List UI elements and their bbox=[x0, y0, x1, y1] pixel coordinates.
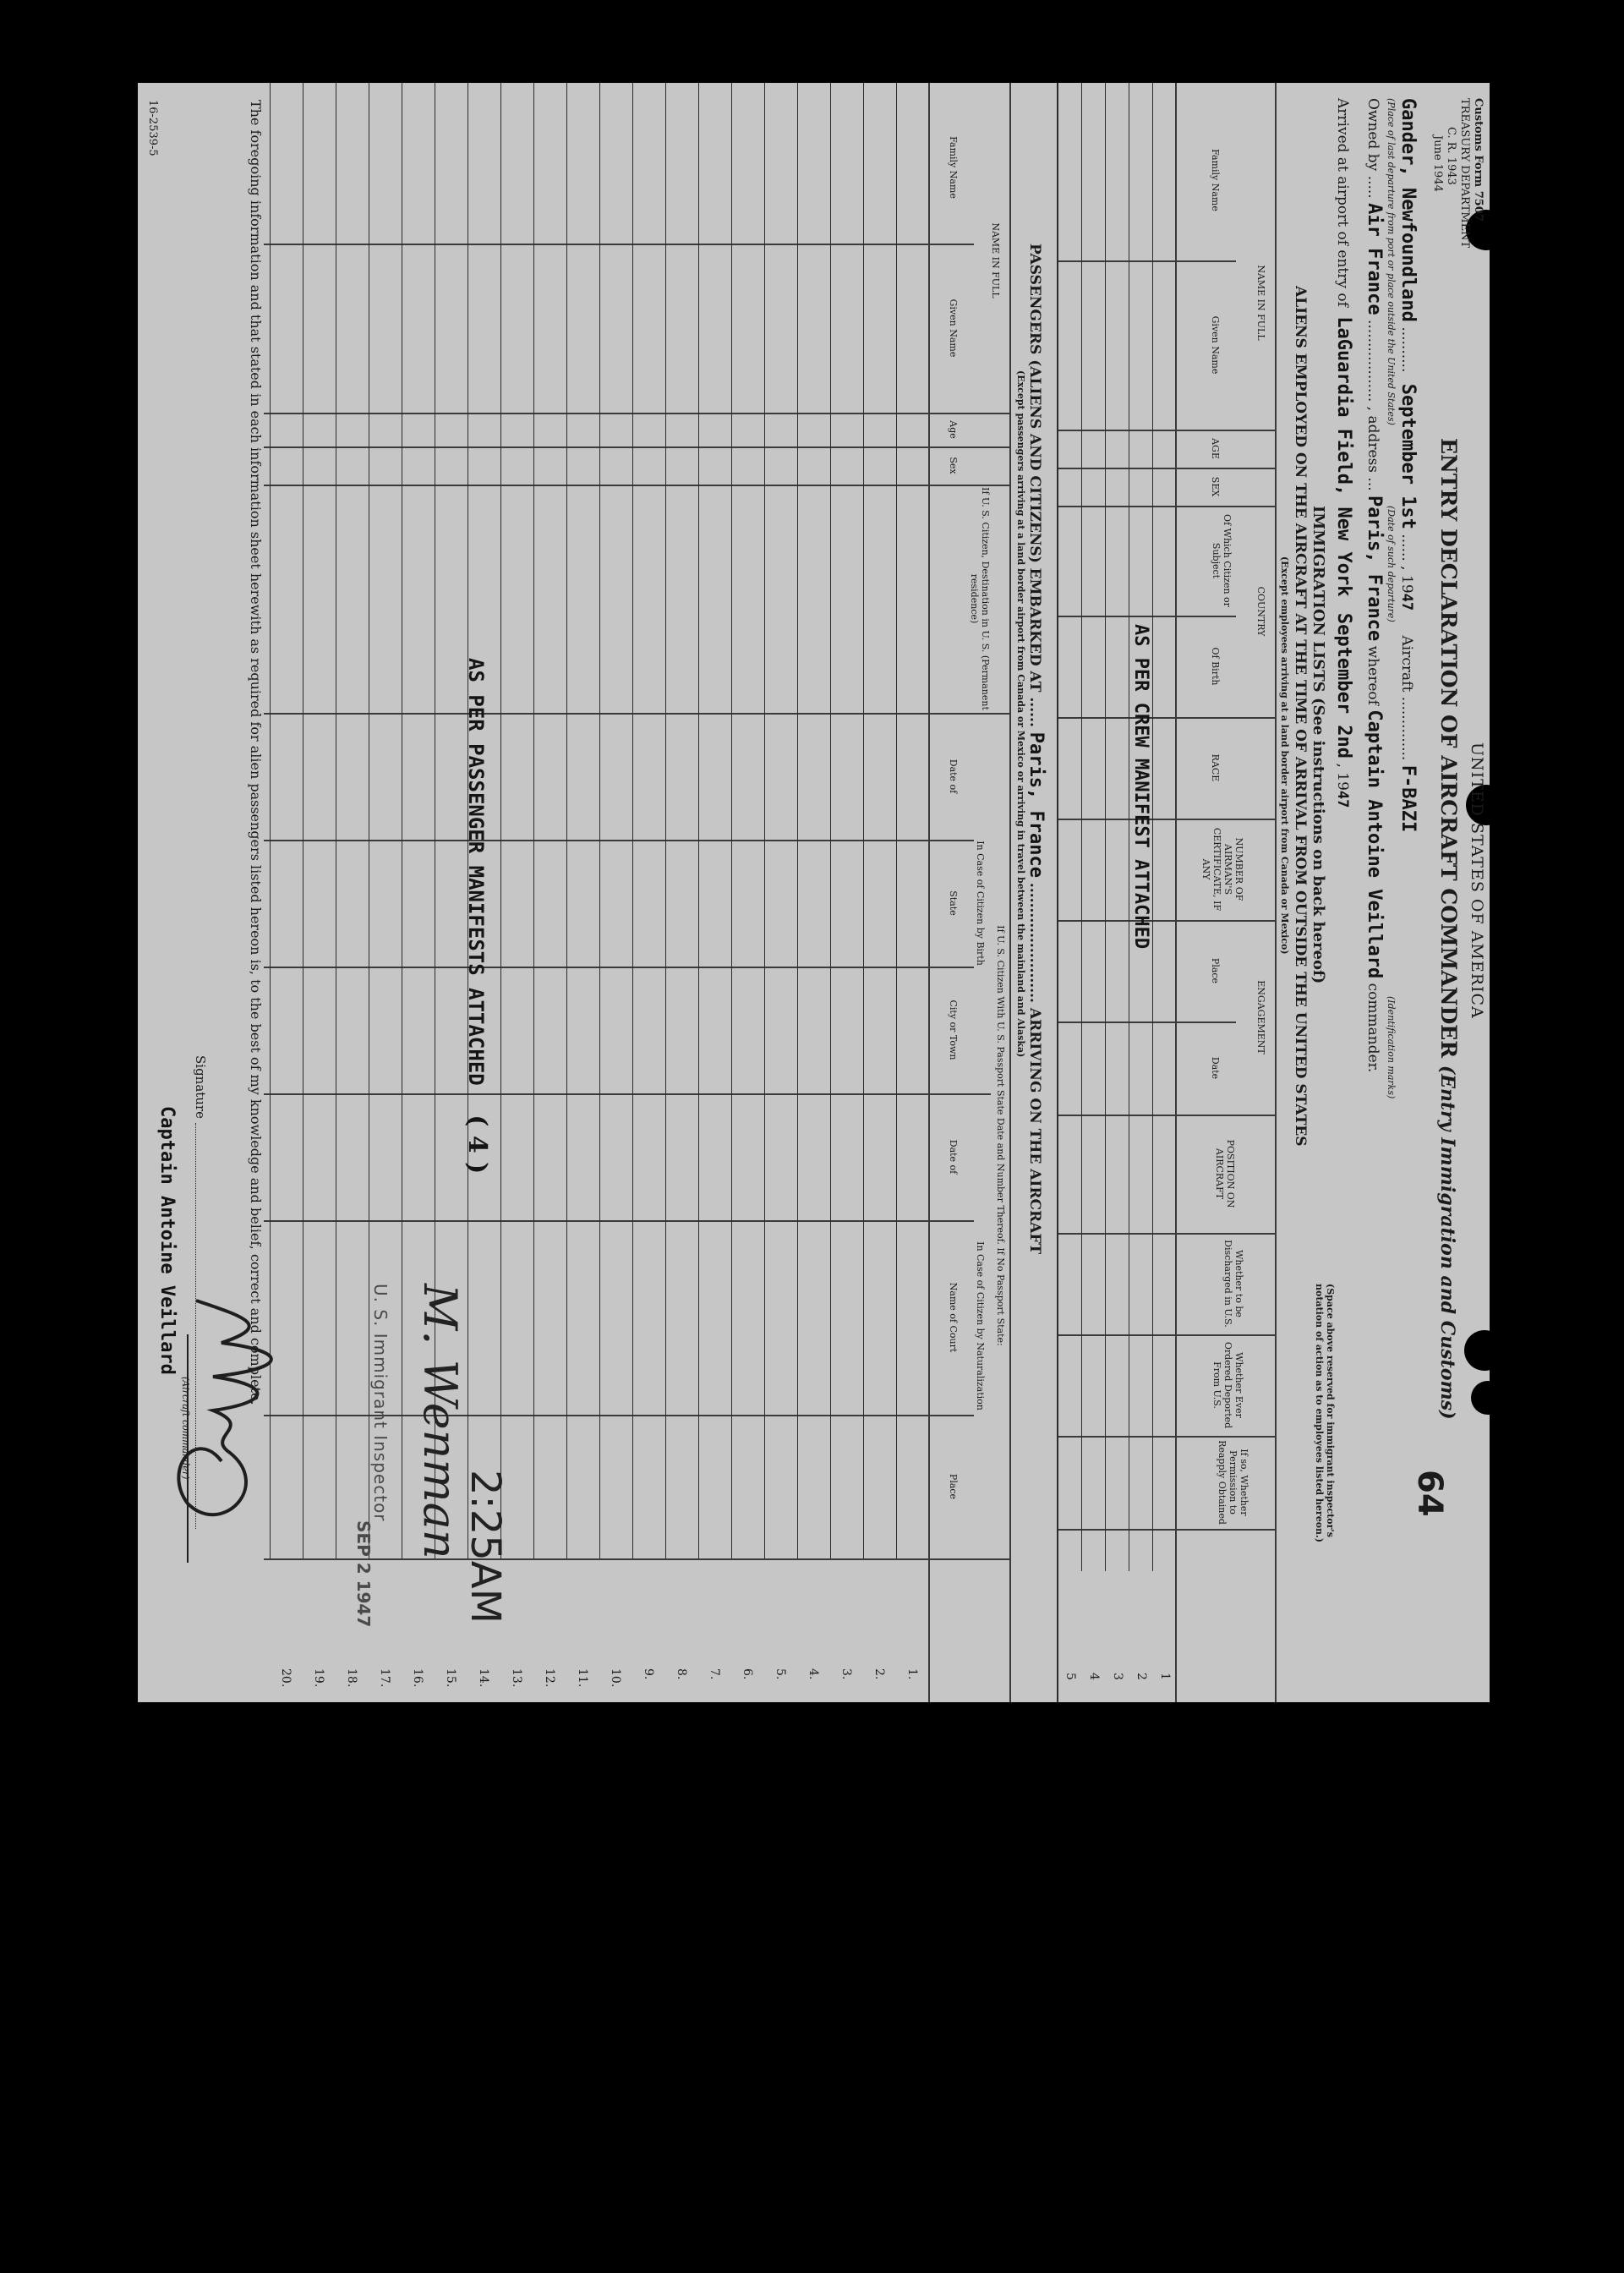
owner-address: Paris, France bbox=[1364, 496, 1385, 642]
col-rule bbox=[264, 244, 974, 245]
passenger-row-number: 14. bbox=[477, 1668, 490, 1688]
passengers-note: (Except passengers arriving at a land border airport from Canada or Mexico or arriving in travel between the mainland and Alaska) bbox=[1015, 370, 1026, 1058]
form-subtitle: (Entry Immigration and Customs) bbox=[1436, 1065, 1458, 1420]
passengers-title-prefix: PASSENGERS (ALIENS AND CITIZENS) EMBARKED AT bbox=[1026, 244, 1043, 693]
col-rule bbox=[1058, 616, 1236, 617]
col-rule bbox=[1058, 1529, 1277, 1531]
aircraft-id: F-BAZI bbox=[1397, 764, 1419, 833]
crew-position-header: POSITION ON AIRCRAFT bbox=[1214, 1139, 1236, 1208]
passenger-row-number: 18. bbox=[345, 1668, 358, 1688]
passenger-row-number: 7. bbox=[708, 1668, 721, 1680]
passenger-row-number: 19. bbox=[312, 1668, 325, 1688]
dots: ........................ bbox=[1026, 882, 1043, 1003]
crew-date-header: Date bbox=[1210, 1056, 1221, 1080]
passenger-count: ( 4 ) bbox=[462, 1115, 492, 1175]
crew-row bbox=[1105, 83, 1106, 1571]
col-rule bbox=[1058, 1436, 1277, 1438]
passenger-row-number: 15. bbox=[444, 1668, 457, 1688]
embarked-at: Paris, France bbox=[1025, 731, 1047, 878]
passenger-row-number: 2. bbox=[872, 1668, 886, 1680]
passenger-row-number: 12. bbox=[543, 1668, 556, 1688]
pass-given-header: Given Name bbox=[948, 299, 959, 358]
commander-name: Captain Antoine Veillard bbox=[1364, 709, 1385, 979]
crew-family-header: Family Name bbox=[1210, 149, 1221, 211]
col-rule bbox=[1058, 717, 1277, 719]
address-label: , address bbox=[1364, 406, 1381, 474]
crew-permission-header: If so, Whether Permission to Reapply Obtained bbox=[1217, 1440, 1249, 1525]
passenger-row-number: 3. bbox=[839, 1668, 853, 1680]
col-rule bbox=[264, 840, 974, 841]
crew-cert-header: NUMBER OF AIRMAN'S CERTIFICATE, IF ANY bbox=[1200, 827, 1244, 912]
departure-caption: (Place of last departure from port or place outside the United States) bbox=[1386, 98, 1397, 425]
immigration-title: IMMIGRATION LISTS (See instructions on back hereof) bbox=[1310, 506, 1327, 984]
signature-label: Signature bbox=[193, 1055, 208, 1120]
crew-sex-header: SEX bbox=[1210, 476, 1221, 497]
passenger-row-number: 9. bbox=[642, 1668, 655, 1680]
col-rule bbox=[1058, 430, 1277, 431]
crew-country-header: COUNTRY bbox=[1255, 586, 1266, 637]
page-number: 64 bbox=[1410, 1470, 1449, 1517]
dots: ...... , bbox=[1398, 534, 1415, 571]
commander-label: commander. bbox=[1364, 983, 1381, 1073]
arrival-line bbox=[1333, 98, 1354, 808]
pass-name-header: NAME IN FULL bbox=[990, 222, 1001, 299]
id-caption: (Identification marks) bbox=[1386, 996, 1397, 1099]
crew-race-header: RACE bbox=[1210, 753, 1221, 782]
pass-natdate-header: Date of bbox=[948, 1139, 959, 1175]
year-prefix: 19 bbox=[1398, 575, 1415, 594]
passenger-row-number: 8. bbox=[675, 1668, 688, 1680]
form-title-text: ENTRY DECLARATION OF AIRCRAFT COMMANDER bbox=[1436, 438, 1461, 1059]
col-rule bbox=[1058, 1115, 1277, 1116]
passenger-row-number: 5. bbox=[774, 1668, 787, 1680]
crew-name-header: NAME IN FULL bbox=[1255, 265, 1266, 341]
passenger-row bbox=[500, 83, 501, 1558]
crew-manifest-note: AS PER CREW MANIFEST ATTACHED bbox=[1130, 624, 1151, 950]
col-rule bbox=[264, 1558, 1011, 1560]
col-rule bbox=[264, 413, 1011, 414]
crew-place-header: Place bbox=[1210, 957, 1221, 984]
arrival-airport: LaGuardia Field, New York bbox=[1333, 316, 1354, 597]
date-stamp: SEP 2 1947 bbox=[353, 1520, 374, 1628]
form-number: Customs Form 7507 bbox=[1472, 98, 1485, 222]
table-rule bbox=[1009, 83, 1011, 1702]
arrival-year: 47 bbox=[1334, 790, 1351, 808]
certification-statement: The foregoing information and that stated in each information sheet herewith as required for alien passengers listed hereon is, to the best of my knowledge and belief, correct and complete. bbox=[248, 100, 264, 1405]
passenger-manifest-text: AS PER PASSENGER MANIFESTS ATTACHED bbox=[464, 658, 488, 1086]
departure-line bbox=[1397, 98, 1419, 832]
passenger-row bbox=[863, 83, 864, 1558]
col-rule bbox=[1058, 506, 1277, 507]
passenger-row-number: 10. bbox=[609, 1668, 622, 1688]
table-rule bbox=[1275, 83, 1277, 1702]
form-date: June 1944 bbox=[1431, 135, 1444, 192]
dots: .............. bbox=[1398, 696, 1415, 761]
passenger-manifest-note bbox=[462, 658, 492, 1174]
passenger-row-number: 11. bbox=[576, 1668, 589, 1688]
col-rule bbox=[264, 967, 974, 968]
dots: .................. bbox=[1364, 319, 1381, 403]
col-rule bbox=[1058, 1334, 1277, 1336]
passenger-row bbox=[797, 83, 798, 1558]
pass-nat-header: In Case of Citizen by Naturalization bbox=[975, 1241, 986, 1410]
reserved-note: (Space above reserved for immigrant inspector's notation of action as to employees listed hereon.) bbox=[1314, 1284, 1336, 1543]
crew-row bbox=[1152, 83, 1153, 1571]
aliens-title: ALIENS EMPLOYED ON THE AIRCRAFT AT THE TIME OF ARRIVAL FROM OUTSIDE THE UNITED STATES bbox=[1292, 286, 1309, 1147]
arrival-time: 2:25AM bbox=[462, 1470, 509, 1624]
form-title bbox=[1436, 438, 1461, 1420]
passenger-row bbox=[764, 83, 765, 1558]
col-rule bbox=[1058, 920, 1277, 922]
passenger-row-number: 6. bbox=[741, 1668, 754, 1680]
table-rule bbox=[1175, 83, 1177, 1702]
passenger-row-number: 4. bbox=[807, 1668, 820, 1680]
crew-discharged-header: Whether to be Discharged in U.S. bbox=[1222, 1240, 1244, 1328]
col-rule bbox=[264, 1220, 974, 1222]
col-rule bbox=[1058, 1233, 1277, 1235]
departure-date: September 1st bbox=[1397, 383, 1419, 529]
pass-court-header: Name of Court bbox=[948, 1282, 959, 1353]
arrival-year-prefix: 19 bbox=[1334, 772, 1351, 791]
col-rule bbox=[1058, 468, 1277, 469]
print-code: 16-2539-5 bbox=[146, 100, 159, 156]
crew-birth-header: Of Birth bbox=[1210, 647, 1221, 686]
owner-name: Air France bbox=[1364, 203, 1385, 315]
crew-row bbox=[1081, 83, 1082, 1571]
pass-state-header: State bbox=[948, 890, 959, 916]
pass-city-header: City or Town bbox=[948, 1000, 959, 1060]
aircraft-label: Aircraft bbox=[1398, 635, 1415, 693]
crew-given-header: Given Name bbox=[1210, 315, 1221, 375]
crew-age-header: AGE bbox=[1210, 438, 1221, 459]
crew-citizen-header: Of Which Citizen or Subject bbox=[1211, 514, 1233, 607]
crew-row bbox=[1057, 83, 1058, 1702]
passenger-row bbox=[830, 83, 831, 1558]
arrived-label: Arrived at airport of entry of bbox=[1334, 98, 1351, 307]
inspector-title-stamp: U. S. Immigrant Inspector bbox=[370, 1284, 391, 1522]
commander-typed-name: Captain Antoine Veillard bbox=[156, 1106, 178, 1375]
document-page bbox=[138, 83, 1490, 1702]
col-rule bbox=[264, 446, 1011, 448]
pass-birthdate-header: Date of bbox=[948, 759, 959, 794]
departure-place: Gander, Newfoundland bbox=[1397, 98, 1419, 322]
passengers-title bbox=[1025, 244, 1047, 1254]
pass-place-header: Place bbox=[948, 1473, 959, 1500]
passenger-row bbox=[566, 83, 567, 1558]
departure-year: 47 bbox=[1398, 593, 1415, 611]
passengers-title-suffix: ARRIVING ON THE AIRCRAFT bbox=[1026, 1007, 1043, 1255]
col-rule bbox=[264, 485, 1011, 486]
pass-age-header: Age bbox=[948, 420, 959, 439]
passenger-row-number: 13. bbox=[510, 1668, 523, 1688]
passenger-row bbox=[896, 83, 897, 1558]
passenger-row-number: 17. bbox=[378, 1668, 391, 1688]
crew-deported-header: Whether Ever Ordered Deported From U.S. bbox=[1211, 1341, 1244, 1429]
form-department: TREASURY DEPARTMENT bbox=[1458, 98, 1471, 249]
passenger-row bbox=[665, 83, 666, 1558]
whereof-label: whereof bbox=[1364, 645, 1381, 705]
passenger-row-number: 1. bbox=[905, 1668, 919, 1680]
crew-row-number: 4 bbox=[1087, 1673, 1101, 1680]
owned-by-label: Owned by bbox=[1364, 98, 1381, 172]
date-caption: (Date of such departure) bbox=[1386, 506, 1397, 622]
crew-row-number: 5 bbox=[1064, 1673, 1077, 1680]
form-regulations: C. R. 1943 bbox=[1445, 127, 1457, 185]
col-rule bbox=[264, 713, 1011, 715]
dots: ..... bbox=[1364, 175, 1381, 199]
pass-passport-header: If U. S. Citizen With U. S. Passport State Date and Number Thereof. If No Passport State: bbox=[995, 925, 1006, 1346]
crew-engagement-header: ENGAGEMENT bbox=[1255, 980, 1266, 1054]
col-rule bbox=[1058, 819, 1277, 820]
col-rule bbox=[264, 1093, 991, 1095]
dots: ... bbox=[1364, 477, 1381, 491]
pass-destination-header: If U. S. Citizen, Destination in U. S. (Permanent residence) bbox=[969, 487, 991, 710]
pass-family-header: Family Name bbox=[948, 136, 959, 199]
dots: .......... bbox=[1398, 326, 1415, 373]
passenger-row bbox=[731, 83, 732, 1558]
arrival-date: September 2nd bbox=[1333, 612, 1354, 759]
crew-row-number: 3 bbox=[1111, 1673, 1124, 1680]
inspector-signature: M. Wenman bbox=[413, 1284, 467, 1559]
commander-signature bbox=[154, 1284, 323, 1588]
aliens-note: (Except employees arriving at a land border airport from Canada or Mexico) bbox=[1279, 556, 1290, 955]
dots: ...... bbox=[1026, 697, 1043, 727]
passenger-row bbox=[599, 83, 600, 1558]
passenger-row bbox=[533, 83, 534, 1558]
punch-hole bbox=[1471, 1381, 1490, 1415]
owner-line bbox=[1364, 98, 1385, 1072]
passenger-row-number: 16. bbox=[411, 1668, 424, 1688]
pass-birth-header: In Case of Citizen by Birth bbox=[975, 841, 986, 966]
passenger-row bbox=[698, 83, 699, 1558]
arrival-year-sep: , bbox=[1334, 763, 1351, 773]
table-rule bbox=[928, 83, 930, 1702]
signature-caption: (Aircraft commander) bbox=[180, 1377, 191, 1480]
crew-row-number: 1 bbox=[1158, 1673, 1172, 1680]
pass-sex-header: Sex bbox=[948, 457, 959, 474]
passenger-row-number: 20. bbox=[279, 1668, 293, 1688]
punch-hole bbox=[1464, 1330, 1490, 1371]
passenger-row bbox=[632, 83, 633, 1558]
crew-row-number: 2 bbox=[1135, 1673, 1148, 1680]
country-heading: UNITED STATES OF AMERICA bbox=[1468, 742, 1486, 1019]
col-rule bbox=[1058, 1021, 1236, 1023]
col-rule bbox=[1058, 260, 1236, 262]
